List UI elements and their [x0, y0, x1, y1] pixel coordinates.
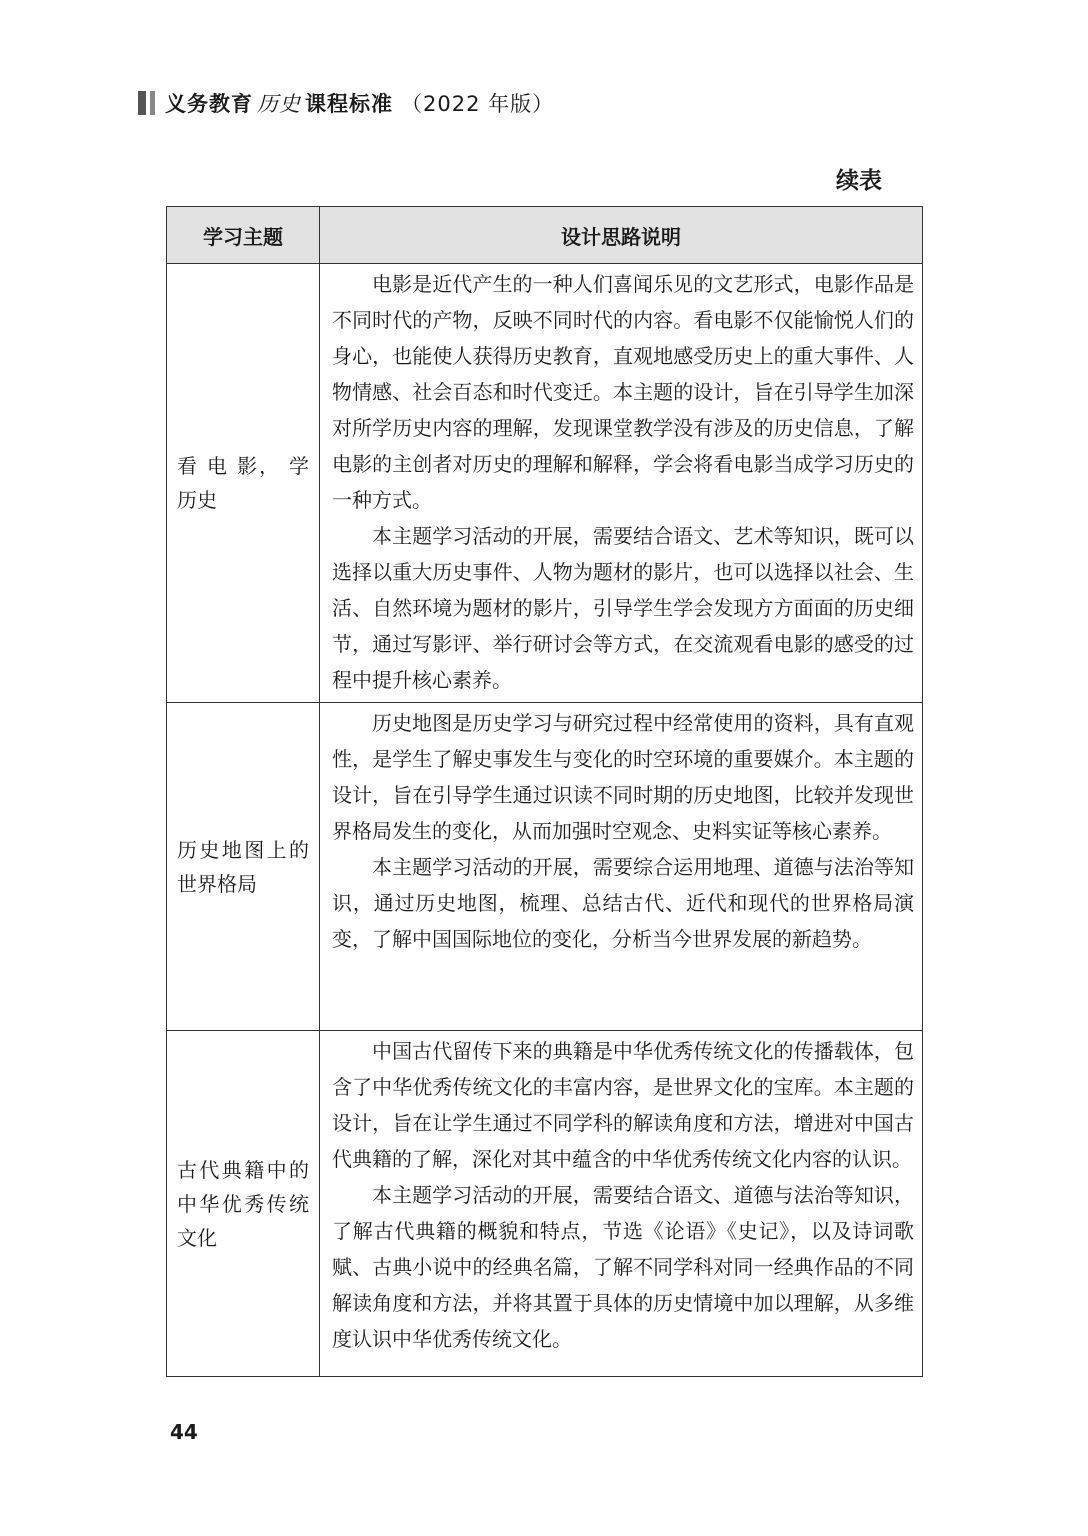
topic-cell [167, 264, 320, 703]
description-paragraph: 中国古代留传下来的典籍是中华优秀传统文化的传播载体，包含了中华优秀传统文化的丰富内容，是世界文化的宝库。本主题的设计，旨在让学生通过不同学科的解读角度和方法，增进对中国古代典籍的了解，深化对其中蕴含的中华优秀传统文化内容的认识。 [332, 1039, 914, 1171]
table-row [167, 703, 923, 1031]
description-paragraph: 历史地图是历史学习与研究过程中经常使用的资料，具有直观性，是学生了解史事发生与变化的时空环境的重要媒介。本主题的设计，旨在引导学生通过识读不同时期的历史地图，比较并发现世界格局发生的变化，从而加强时空观念、史料实证等核心素养。 [332, 711, 914, 843]
topic-design-table [166, 206, 923, 1377]
page-number: 44 [170, 1420, 198, 1444]
subject-name: 历史 [257, 92, 301, 116]
description-paragraph: 电影是近代产生的一种人们喜闻乐见的文艺形式，电影作品是不同时代的产物，反映不同时代的内容。看电影不仅能愉悦人们的身心，也能使人获得历史教育，直观地感受历史上的重大事件、人物情感、社会百态和时代变迁。本主题的设计，旨在引导学生加深对所学历史内容的理解，发现课堂教学没有涉及的历史信息，了解电影的主创者对历史的理解和解释，学会将看电影当成学习历史的一种方式。 [332, 272, 914, 512]
description-cell [320, 703, 923, 1031]
topic-text: 古代典籍中的中华优秀传统文化 [177, 1157, 309, 1250]
description-cell [320, 264, 923, 703]
continued-label: 续表 [836, 168, 882, 194]
table-row [167, 264, 923, 703]
book-title [165, 88, 554, 118]
table-row [167, 1031, 923, 1377]
description-cell [320, 1031, 923, 1377]
column-header-description: 设计思路说明 [320, 207, 923, 264]
table-header-row [167, 207, 923, 264]
running-header [138, 88, 554, 118]
standard-name: 课程标准 [305, 92, 393, 116]
description-paragraph: 本主题学习活动的开展，需要结合语文、道德与法治等知识，了解古代典籍的概貌和特点，节选《论语》《史记》，以及诗词歌赋、古典小说中的经典名篇，了解不同学科对同一经典作品的不同解读角度和方法，并将其置于具体的历史情境中加以理解，从多维度认识中华优秀传统文化。 [332, 1183, 914, 1351]
topic-text: 看 电 影， 学 历史 [177, 454, 309, 512]
description-paragraph: 本主题学习活动的开展，需要结合语文、艺术等知识，既可以选择以重大历史事件、人物为题材的影片，也可以选择以社会、生活、自然环境为题材的影片，引导学生学会发现方方面面的历史细节，通过写影评、举行研讨会等方式，在交流观看电影的感受的过程中提升核心素养。 [332, 524, 914, 692]
edition-label: （2022 年版） [401, 92, 555, 116]
description-paragraph: 本主题学习活动的开展，需要综合运用地理、道德与法治等知识，通过历史地图，梳理、总结古代、近代和现代的世界格局演变，了解中国国际地位的变化，分析当今世界发展的新趋势。 [332, 855, 914, 951]
column-header-topic: 学习主题 [167, 207, 320, 264]
topic-cell [167, 703, 320, 1031]
book-name: 义务教育 [165, 92, 253, 116]
topic-text: 历史地图上的世界格局 [177, 837, 309, 896]
header-bar-marks [138, 91, 155, 115]
topic-cell [167, 1031, 320, 1377]
